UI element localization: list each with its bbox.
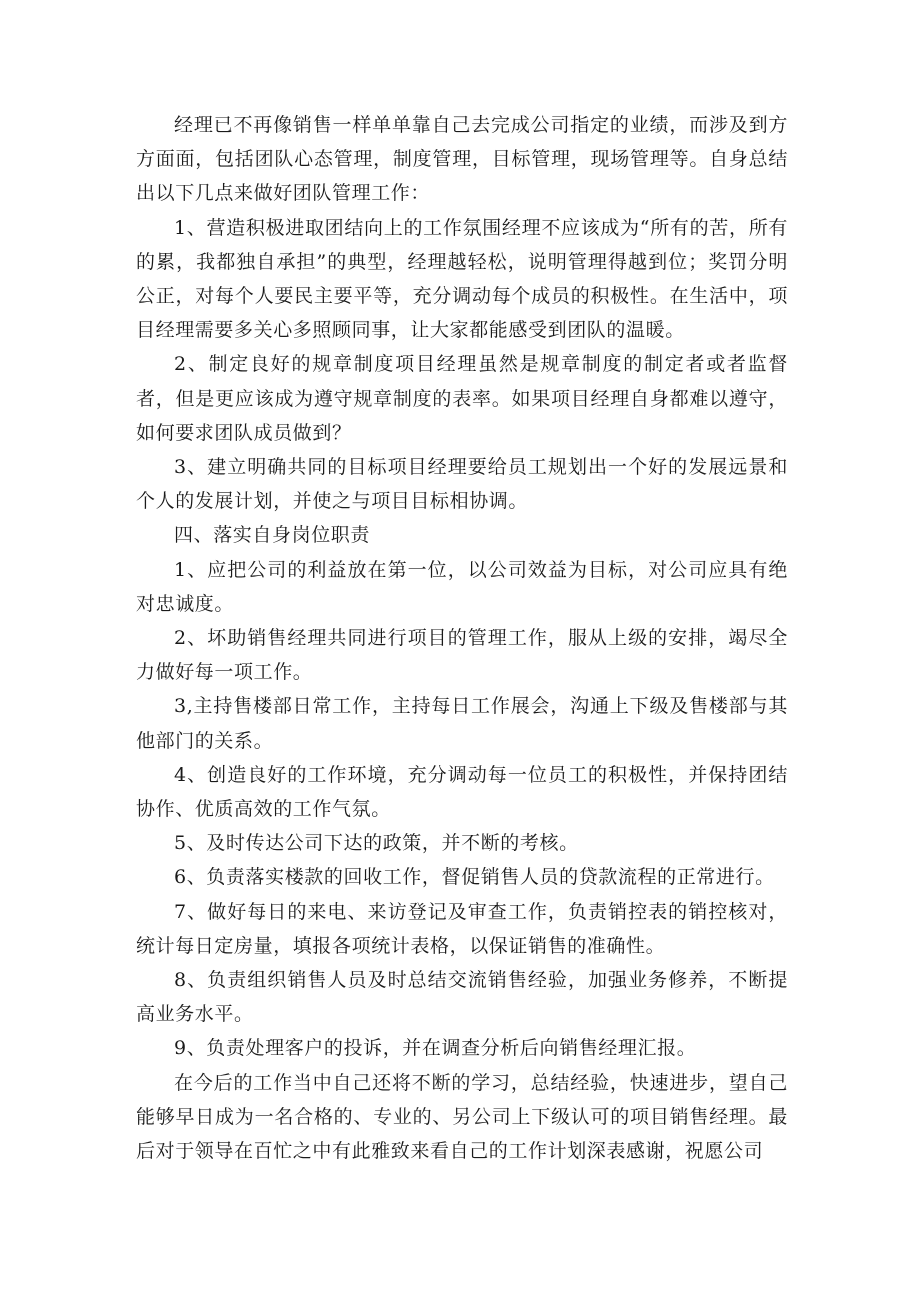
paragraph-team-atmosphere: 1、营造积极进取团结向上的工作氛围经理不应该成为“所有的苦，所有的累，我都独自承担”的典型，经理越轻松，说明管理得越到位；奖罚分明公正，对每个人要民主要平等，充分调动每个成员的积极性。在生活中，项目经理需要多关心多照顾同事，让大家都能感受到团队的温暖。 (136, 216, 788, 342)
list-item-duty-7: 7、做好每日的来电、来访登记及审查工作，负责销控表的销控核对，统计每日定房量，填报各项统计表格，以保证销售的准确性。 (136, 900, 788, 957)
list-item-duty-3: 3,主持售楼部日常工作，主持每日工作展会，沟通上下级及售楼部与其他部门的关系。 (136, 695, 788, 752)
paragraph-rules: 2、制定良好的规章制度项目经理虽然是规章制度的制定者或者监督者，但是更应该成为遵守规章制度的表率。如果项目经理自身都难以遵守，如何要求团队成员做到？ (136, 353, 788, 444)
paragraph-intro: 经理已不再像销售一样单单靠自己去完成公司指定的业绩，而涉及到方方面面，包括团队心态管理，制度管理，目标管理，现场管理等。自身总结出以下几点来做好团队管理工作： (136, 114, 788, 205)
paragraph-closing: 在今后的工作当中自己还将不断的学习，总结经验，快速进步，望自己能够早日成为一名合格的、专业的、另公司上下级认可的项目销售经理。最后对于领导在百忙之中有此雅致来看自己的工作计划深表感谢，祝愿公司 (136, 1071, 788, 1163)
list-item-duty-1: 1、应把公司的利益放在第一位，以公司效益为目标，对公司应具有绝对忠诚度。 (136, 558, 788, 615)
list-item-duty-4: 4、创造良好的工作环境，充分调动每一位员工的积极性，并保持团结协作、优质高效的工作气氛。 (136, 763, 788, 821)
list-item-duty-9: 9、负责处理客户的投诉，并在调查分析后向销售经理汇报。 (174, 1037, 697, 1060)
list-item-duty-5: 5、及时传达公司下达的政策，并不断的考核。 (174, 832, 579, 855)
list-item-duty-2: 2、坏助销售经理共同进行项目的管理工作，服从上级的安排，竭尽全力做好每一项工作。 (136, 627, 788, 684)
list-item-duty-6: 6、负责落实楼款的回收工作，督促销售人员的贷款流程的正常进行。 (174, 866, 775, 889)
document-body (136, 108, 788, 1168)
section-heading-duties: 四、落实自身岗位职责 (174, 524, 371, 547)
paragraph-goals: 3、建立明确共同的目标项目经理要给员工规划出一个好的发展远景和个人的发展计划，并使之与项目目标相协调。 (136, 456, 788, 513)
list-item-duty-8: 8、负责组织销售人员及时总结交流销售经验，加强业务修养，不断提高业务水平。 (136, 969, 788, 1026)
